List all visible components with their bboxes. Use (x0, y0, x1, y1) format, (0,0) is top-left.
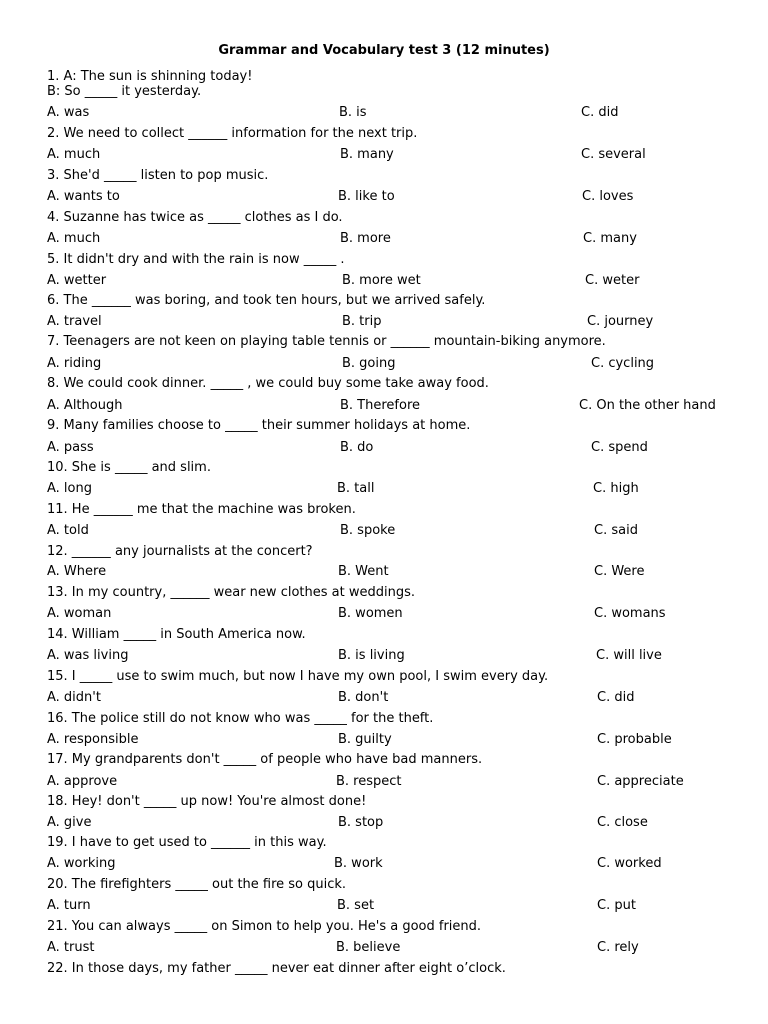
question-19-option-a: A. working (47, 856, 116, 871)
question-5-option-c: C. weter (585, 273, 640, 288)
question-8-option-a: A. Although (47, 398, 123, 413)
question-9-text: 9. Many families choose to _____ their summer holidays at home. (47, 418, 471, 433)
question-18-option-a: A. give (47, 815, 92, 830)
question-4-option-c: C. many (583, 231, 637, 246)
question-21-option-a: A. trust (47, 940, 95, 955)
question-13-option-b: B. women (338, 606, 403, 621)
question-2-option-a: A. much (47, 147, 101, 162)
question-11-option-c: C. said (594, 523, 638, 538)
question-13-text: 13. In my country, ______ wear new clothes at weddings. (47, 585, 415, 600)
question-4-option-b: B. more (340, 231, 391, 246)
question-3-text: 3. She'd _____ listen to pop music. (47, 168, 269, 183)
question-18-text: 18. Hey! don't _____ up now! You're almost done! (47, 794, 367, 809)
question-14-text: 14. William _____ in South America now. (47, 627, 306, 642)
question-19-text: 19. I have to get used to ______ in this way. (47, 835, 327, 850)
question-10-option-c: C. high (593, 481, 639, 496)
question-6-text: 6. The ______ was boring, and took ten hours, but we arrived safely. (47, 293, 486, 308)
question-6-option-a: A. travel (47, 314, 102, 329)
question-6-option-c: C. journey (587, 314, 654, 329)
question-1-option-b: B. is (339, 105, 367, 120)
question-9-option-c: C. spend (591, 440, 648, 455)
question-5-text: 5. It didn't dry and with the rain is now _____ . (47, 252, 345, 267)
question-14-option-b: B. is living (338, 648, 405, 663)
question-9-option-a: A. pass (47, 440, 94, 455)
question-11-text: 11. He ______ me that the machine was broken. (47, 502, 356, 517)
question-21-text: 21. You can always _____ on Simon to help you. He's a good friend. (47, 919, 482, 934)
question-1-text-line2: B: So _____ it yesterday. (47, 84, 202, 99)
question-18-option-c: C. close (597, 815, 648, 830)
question-21-option-c: C. rely (597, 940, 639, 955)
question-20-text: 20. The firefighters _____ out the fire so quick. (47, 877, 347, 892)
question-5-option-b: B. more wet (342, 273, 421, 288)
question-19-option-b: B. work (334, 856, 383, 871)
question-2-option-b: B. many (340, 147, 394, 162)
question-17-option-a: A. approve (47, 774, 118, 789)
question-2-text: 2. We need to collect ______ information for the next trip. (47, 126, 418, 141)
question-3-option-c: C. loves (582, 189, 634, 204)
question-6-option-b: B. trip (342, 314, 382, 329)
question-1-option-a: A. was (47, 105, 90, 120)
question-21-option-b: B. believe (336, 940, 401, 955)
question-12-text: 12. ______ any journalists at the concert? (47, 544, 313, 559)
question-1-option-c: C. did (581, 105, 619, 120)
question-7-text: 7. Teenagers are not keen on playing table tennis or ______ mountain-biking anymore. (47, 334, 606, 349)
question-10-option-b: B. tall (337, 481, 375, 496)
question-8-option-c: C. On the other hand (579, 398, 716, 413)
question-7-option-c: C. cycling (591, 356, 655, 371)
question-17-option-c: C. appreciate (597, 774, 684, 789)
question-18-option-b: B. stop (338, 815, 384, 830)
question-7-option-a: A. riding (47, 356, 102, 371)
question-20-option-b: B. set (337, 898, 375, 913)
question-10-text: 10. She is _____ and slim. (47, 460, 211, 475)
question-12-option-b: B. Went (338, 564, 389, 579)
question-12-option-a: A. Where (47, 564, 107, 579)
question-3-option-a: A. wants to (47, 189, 120, 204)
question-20-option-c: C. put (597, 898, 636, 913)
question-9-option-b: B. do (340, 440, 374, 455)
question-17-option-b: B. respect (336, 774, 402, 789)
question-1-text: 1. A: The sun is shinning today! (47, 69, 253, 84)
question-13-option-c: C. womans (594, 606, 666, 621)
question-16-option-b: B. guilty (338, 732, 392, 747)
question-16-option-c: C. probable (597, 732, 672, 747)
page-title: Grammar and Vocabulary test 3 (12 minutes) (218, 43, 550, 58)
question-20-option-a: A. turn (47, 898, 91, 913)
question-8-text: 8. We could cook dinner. _____ , we could buy some take away food. (47, 376, 489, 391)
question-15-option-a: A. didn't (47, 690, 101, 705)
question-8-option-b: B. Therefore (340, 398, 421, 413)
question-11-option-b: B. spoke (340, 523, 396, 538)
question-14-option-c: C. will live (596, 648, 662, 663)
question-15-text: 15. I _____ use to swim much, but now I have my own pool, I swim every day. (47, 669, 549, 684)
question-10-option-a: A. long (47, 481, 92, 496)
question-3-option-b: B. like to (338, 189, 395, 204)
question-19-option-c: C. worked (597, 856, 662, 871)
question-14-option-a: A. was living (47, 648, 129, 663)
question-13-option-a: A. woman (47, 606, 112, 621)
question-2-option-c: C. several (581, 147, 646, 162)
question-22-text: 22. In those days, my father _____ never eat dinner after eight o’clock. (47, 961, 506, 976)
question-16-text: 16. The police still do not know who was _____ for the theft. (47, 711, 434, 726)
question-11-option-a: A. told (47, 523, 89, 538)
question-4-text: 4. Suzanne has twice as _____ clothes as I do. (47, 210, 343, 225)
question-15-option-c: C. did (597, 690, 635, 705)
question-5-option-a: A. wetter (47, 273, 107, 288)
question-16-option-a: A. responsible (47, 732, 139, 747)
question-15-option-b: B. don't (338, 690, 389, 705)
question-12-option-c: C. Were (594, 564, 645, 579)
question-17-text: 17. My grandparents don't _____ of people who have bad manners. (47, 752, 483, 767)
question-7-option-b: B. going (342, 356, 396, 371)
question-4-option-a: A. much (47, 231, 101, 246)
